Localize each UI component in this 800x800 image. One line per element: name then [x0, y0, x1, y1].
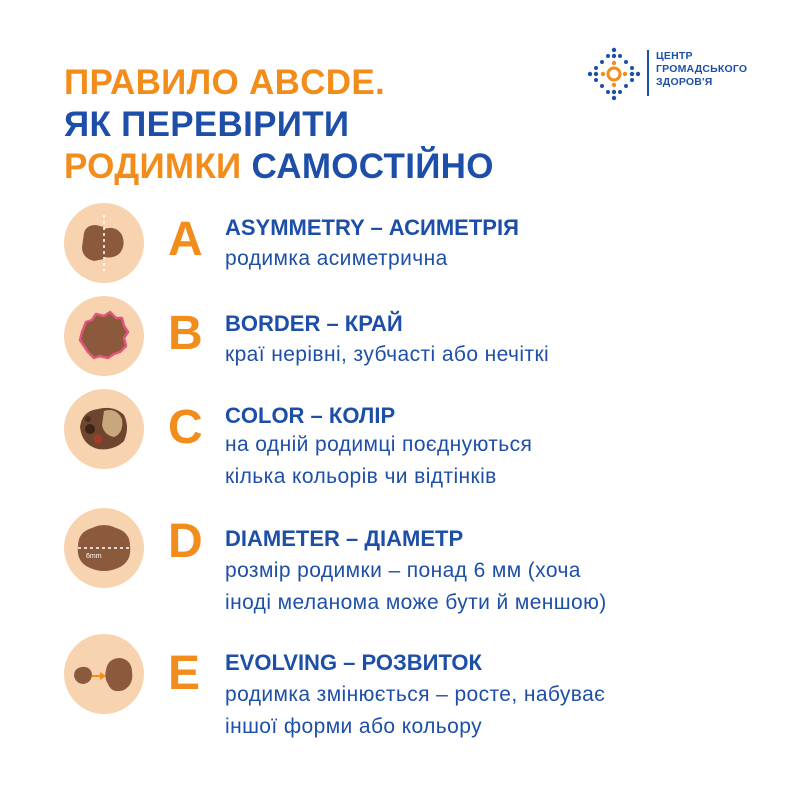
- desc-evolving-line-2: іншої форми або кольору: [225, 715, 482, 738]
- letter-b: B: [168, 307, 203, 360]
- heading-border: BORDER – КРАЙ: [225, 311, 403, 336]
- logo-text-line-2: ГРОМАДСЬКОГО: [656, 63, 748, 75]
- letter-e: E: [168, 647, 201, 700]
- logo-text-line-1: ЦЕНТР: [656, 50, 693, 62]
- evolving-mole-icon: [64, 634, 144, 714]
- letter-d: D: [168, 515, 203, 568]
- public-health-center-logo-icon: [584, 44, 644, 104]
- heading-evolving: EVOLVING – РОЗВИТОК: [225, 650, 482, 675]
- diameter-mole-icon: [64, 508, 144, 588]
- heading-asymmetry: ASYMMETRY – АСИМЕТРІЯ: [225, 215, 519, 240]
- desc-color-line-2: кілька кольорів чи відтінків: [225, 465, 497, 488]
- asymmetric-mole-icon: [64, 203, 144, 283]
- desc-diameter-line-2: іноді меланома може бути й меншою): [225, 591, 607, 614]
- title-line-3-part-1: РОДИМКИ: [64, 147, 242, 186]
- logo: [584, 44, 748, 104]
- logo-text: [656, 50, 747, 89]
- heading-color: COLOR – КОЛІР: [225, 403, 396, 428]
- letter-a: A: [168, 213, 203, 266]
- title-line-2: ЯК ПЕРЕВІРИТИ: [64, 105, 350, 144]
- page-title: [64, 62, 494, 188]
- diameter-scale-label: 6mm: [86, 553, 102, 560]
- irregular-border-mole-icon: [64, 296, 144, 376]
- title-line-1: ПРАВИЛО ABCDE.: [64, 63, 386, 102]
- letter-c: C: [168, 401, 203, 454]
- desc-color-line-1: на одній родимці поєднуються: [225, 433, 533, 456]
- desc-asymmetry: родимка асиметрична: [225, 247, 448, 270]
- heading-diameter: DIAMETER – ДІАМЕТР: [225, 526, 464, 551]
- desc-diameter-line-1: розмір родимки – понад 6 мм (хоча: [225, 559, 581, 582]
- desc-border: краї нерівні, зубчасті або нечіткі: [225, 343, 550, 366]
- logo-text-line-3: ЗДОРОВ'Я: [656, 76, 713, 88]
- desc-evolving-line-1: родимка змінюється – росте, набуває: [225, 683, 606, 706]
- multicolor-mole-icon: [64, 389, 144, 469]
- title-line-3-part-2: САМОСТІЙНО: [251, 147, 494, 186]
- logo-divider: [647, 50, 649, 96]
